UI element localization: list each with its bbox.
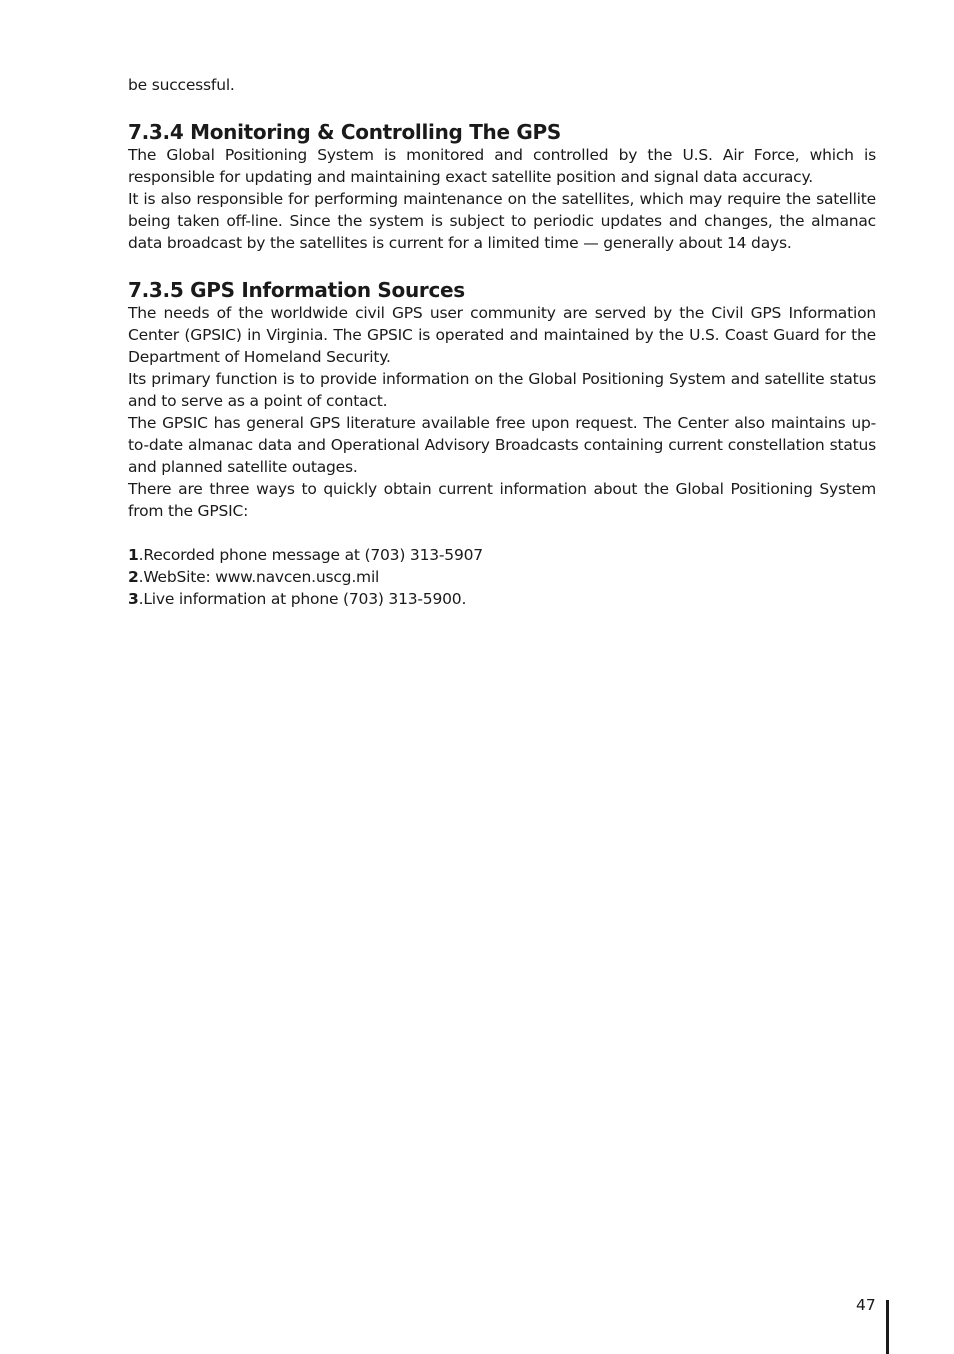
list-text: .WebSite: www.navcen.uscg.mil <box>138 568 380 586</box>
page-edge-rule <box>886 1300 889 1354</box>
page-number: 47 <box>856 1296 876 1314</box>
paragraph: There are three ways to quickly obtain current information about the Global Positioning System from the GPSIC: <box>128 480 876 520</box>
paragraph: The Global Positioning System is monitored and controlled by the U.S. Air Force, which is responsible for updating and maintaining exact satellite position and signal data accuracy. <box>128 146 876 186</box>
list-number: 2 <box>128 568 139 586</box>
list-item <box>128 544 876 566</box>
intro-text: be successful. <box>128 76 235 94</box>
list-text: .Live information at phone (703) 313-5900. <box>138 590 467 608</box>
paragraph: The GPSIC has general GPS literature available free upon request. The Center also maintains up-to-date almanac data and Operational Advisory Broadcasts containing current constellation status and planned satellite outages. <box>128 414 876 476</box>
section-information-sources <box>128 278 876 610</box>
section-heading: 7.3.5 GPS Information Sources <box>128 278 465 302</box>
list-item <box>128 588 876 610</box>
list-number: 3 <box>128 590 139 608</box>
paragraph: Its primary function is to provide information on the Global Positioning System and satellite status and to serve as a point of contact. <box>128 370 876 410</box>
section-monitoring-controlling <box>128 120 876 254</box>
list-item <box>128 566 876 588</box>
list-text: .Recorded phone message at (703) 313-5907 <box>138 546 483 564</box>
paragraph: The needs of the worldwide civil GPS user community are served by the Civil GPS Information Center (GPSIC) in Virginia. The GPSIC is operated and maintained by the U.S. Coast Guard for the Department of Homeland Security. <box>128 304 876 366</box>
paragraph: It is also responsible for performing maintenance on the satellites, which may require the satellite being taken off-line. Since the system is subject to periodic updates and changes, the almanac data broadcast by the satellites is current for a limited time — generally about 14 days. <box>128 190 876 252</box>
list-number: 1 <box>128 546 139 564</box>
contact-list <box>128 544 876 610</box>
section-heading: 7.3.4 Monitoring & Controlling The GPS <box>128 120 561 144</box>
